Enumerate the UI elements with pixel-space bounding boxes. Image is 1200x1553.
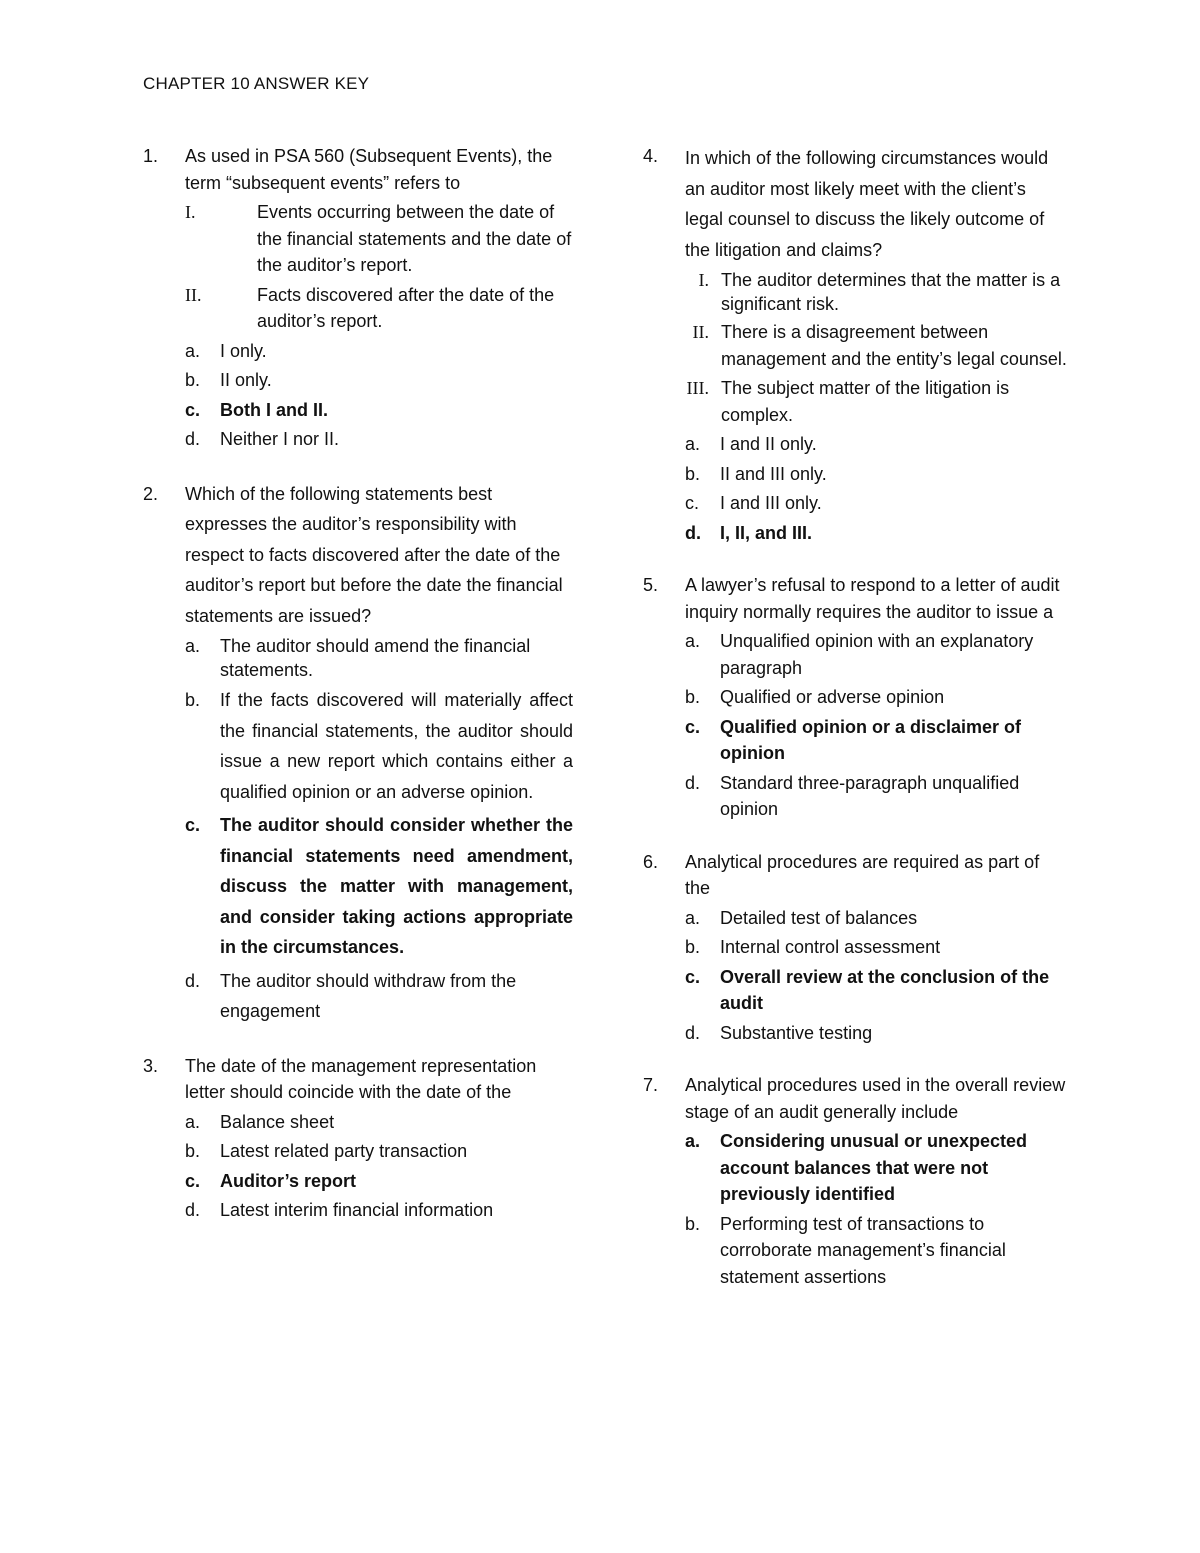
choice-b: [185, 685, 573, 807]
choice-text: I only.: [220, 340, 267, 361]
choice-text: I and III only.: [720, 493, 822, 513]
choice-d: [185, 966, 573, 1027]
choice-text: I, II, and III.: [720, 522, 813, 543]
choice-c-correct-answer: [185, 1168, 573, 1195]
choice-d-correct-answer: [685, 520, 1068, 547]
choice-b: [685, 1211, 1068, 1291]
choice-label: c.: [185, 1170, 201, 1191]
question-4: [643, 143, 1068, 546]
choice-label: d.: [185, 1200, 201, 1220]
choice-text: Performing test of transactions to corroborate management’s financial statement assertions: [720, 1213, 1006, 1287]
statement-label: I.: [698, 270, 709, 290]
question-5: [643, 572, 1068, 823]
choice-text: The auditor should amend the financial statements.: [220, 636, 531, 680]
choice-text: Auditor’s report: [220, 1170, 357, 1191]
choice-label: b.: [685, 687, 701, 707]
question-number: 3.: [143, 1055, 159, 1076]
choice-d: [685, 770, 1068, 823]
question-7: [643, 1072, 1068, 1290]
choice-label: b.: [685, 463, 701, 484]
choice-text: Unqualified opinion with an explanatory paragraph: [720, 631, 1034, 678]
choice-b: [685, 684, 1068, 711]
choice-b: [685, 934, 1068, 961]
choice-label: b.: [185, 1141, 201, 1161]
question-number: 6.: [643, 851, 659, 872]
choice-text: The auditor should consider whether the financial statements need amendment, discuss the matter with management, and consider taking actions appropriate in the circumstances.: [220, 815, 573, 957]
choice-c-correct-answer: [685, 714, 1068, 767]
choice-text: Considering unusual or unexpected account balances that were not previously identified: [720, 1131, 1028, 1204]
choice-a: [185, 634, 573, 682]
choice-label: b.: [185, 370, 201, 390]
choice-label: c.: [685, 716, 701, 737]
question-1: [143, 143, 573, 453]
choice-text: Neither I nor II.: [220, 429, 340, 449]
choice-text: Both I and II.: [220, 399, 328, 420]
statement-label: II.: [692, 322, 709, 342]
statement-text: There is a disagreement between management and the entity’s legal counsel.: [721, 322, 1067, 369]
question-2: [143, 479, 573, 1027]
question-stem: Analytical procedures used in the overall review stage of an audit generally include: [685, 1075, 1066, 1122]
choice-a: [685, 628, 1068, 681]
choice-label: c.: [185, 815, 201, 835]
choice-d: [685, 1020, 1068, 1047]
choice-text: Substantive testing: [720, 1022, 873, 1043]
choice-a: [185, 1109, 573, 1136]
choice-text: The auditor should withdraw from the engagement: [220, 970, 517, 1021]
choice-label: d.: [685, 772, 701, 793]
choice-text: Latest interim financial information: [220, 1200, 494, 1220]
question-stem: A lawyer’s refusal to respond to a letter of audit inquiry normally requires the auditor to issue a: [685, 575, 1060, 622]
right-column: [643, 143, 1068, 1316]
choice-text: I and II only.: [720, 434, 817, 454]
choice-label: a.: [685, 631, 701, 651]
statement-item: [685, 375, 1068, 428]
statement-item: [685, 319, 1068, 372]
choice-a: [185, 338, 573, 365]
page-title: CHAPTER 10 ANSWER KEY: [143, 74, 370, 93]
choice-c-correct-answer: [185, 397, 573, 424]
choice-d: [185, 1197, 573, 1224]
question-number: 4.: [643, 146, 659, 166]
choice-label: d.: [685, 1022, 701, 1043]
choice-label: a.: [685, 1131, 701, 1151]
choice-text: Detailed test of balances: [720, 907, 918, 928]
choice-b: [685, 461, 1068, 488]
statement-label: II.: [185, 284, 202, 305]
statement-item: [185, 199, 573, 279]
question-3: [143, 1053, 573, 1224]
choice-a: [685, 431, 1068, 458]
choice-a-correct-answer: [685, 1128, 1068, 1208]
choice-text: Latest related party transaction: [220, 1141, 468, 1161]
question-stem: Which of the following statements best expresses the auditor’s responsibility with respect to facts discovered after the date of the auditor’s report but before the date the financial statements are issued?: [185, 483, 563, 626]
choice-c-correct-answer: [685, 964, 1068, 1017]
choice-text: Standard three-paragraph unqualified opinion: [720, 772, 1020, 819]
statement-item: [185, 282, 573, 335]
choice-label: d.: [685, 522, 701, 543]
question-number: 2.: [143, 483, 159, 504]
choice-label: b.: [685, 1213, 701, 1234]
choice-text: II only.: [220, 370, 272, 390]
question-number: 5.: [643, 575, 659, 595]
choice-label: d.: [185, 429, 201, 449]
choice-label: d.: [185, 970, 201, 991]
choice-text: Overall review at the conclusion of the audit: [720, 966, 1050, 1013]
choice-c: [685, 490, 1068, 517]
statement-label: III.: [686, 378, 709, 398]
statement-text: The subject matter of the litigation is complex.: [721, 378, 1010, 425]
choice-text: Internal control assessment: [720, 937, 941, 957]
statement-text: Facts discovered after the date of the auditor’s report.: [257, 284, 555, 331]
choice-label: c.: [685, 493, 700, 513]
choice-label: a.: [685, 907, 701, 928]
statement-label: I.: [185, 202, 196, 222]
statement-text: Events occurring between the date of the financial statements and the date of the auditor’s report.: [257, 202, 572, 275]
choice-label: a.: [185, 340, 201, 361]
question-number: 7.: [643, 1075, 659, 1095]
choice-text: If the facts discovered will materially affect the financial statements, the auditor should issue a new report which contains either a qualified opinion or an adverse opinion.: [220, 690, 573, 802]
question-6: [643, 849, 1068, 1047]
choice-label: b.: [185, 690, 201, 710]
choice-a: [685, 905, 1068, 932]
question-stem: Analytical procedures are required as part of the: [685, 851, 1040, 898]
choice-label: c.: [685, 966, 701, 987]
choice-b: [185, 367, 573, 394]
choice-text: Qualified opinion or a disclaimer of opinion: [720, 716, 1022, 763]
left-column: [143, 143, 573, 1250]
choice-text: Balance sheet: [220, 1111, 335, 1132]
statement-text: The auditor determines that the matter is a significant risk.: [721, 270, 1061, 314]
statement-item: [685, 268, 1068, 316]
choice-label: a.: [185, 636, 201, 656]
choice-d: [185, 426, 573, 453]
choice-b: [185, 1138, 573, 1165]
choice-label: b.: [685, 937, 701, 957]
choice-c-correct-answer: [185, 810, 573, 963]
question-stem: The date of the management representation letter should coincide with the date of the: [185, 1055, 537, 1102]
choice-text: Qualified or adverse opinion: [720, 687, 945, 707]
question-stem: As used in PSA 560 (Subsequent Events), the term “subsequent events” refers to: [185, 146, 553, 193]
choice-label: c.: [185, 399, 201, 420]
choice-text: II and III only.: [720, 463, 827, 484]
choice-label: a.: [185, 1111, 201, 1132]
choice-label: a.: [685, 434, 701, 454]
question-stem: In which of the following circumstances would an auditor most likely meet with the client’s legal counsel to discuss the likely outcome of the litigation and claims?: [685, 148, 1049, 260]
question-number: 1.: [143, 146, 159, 166]
